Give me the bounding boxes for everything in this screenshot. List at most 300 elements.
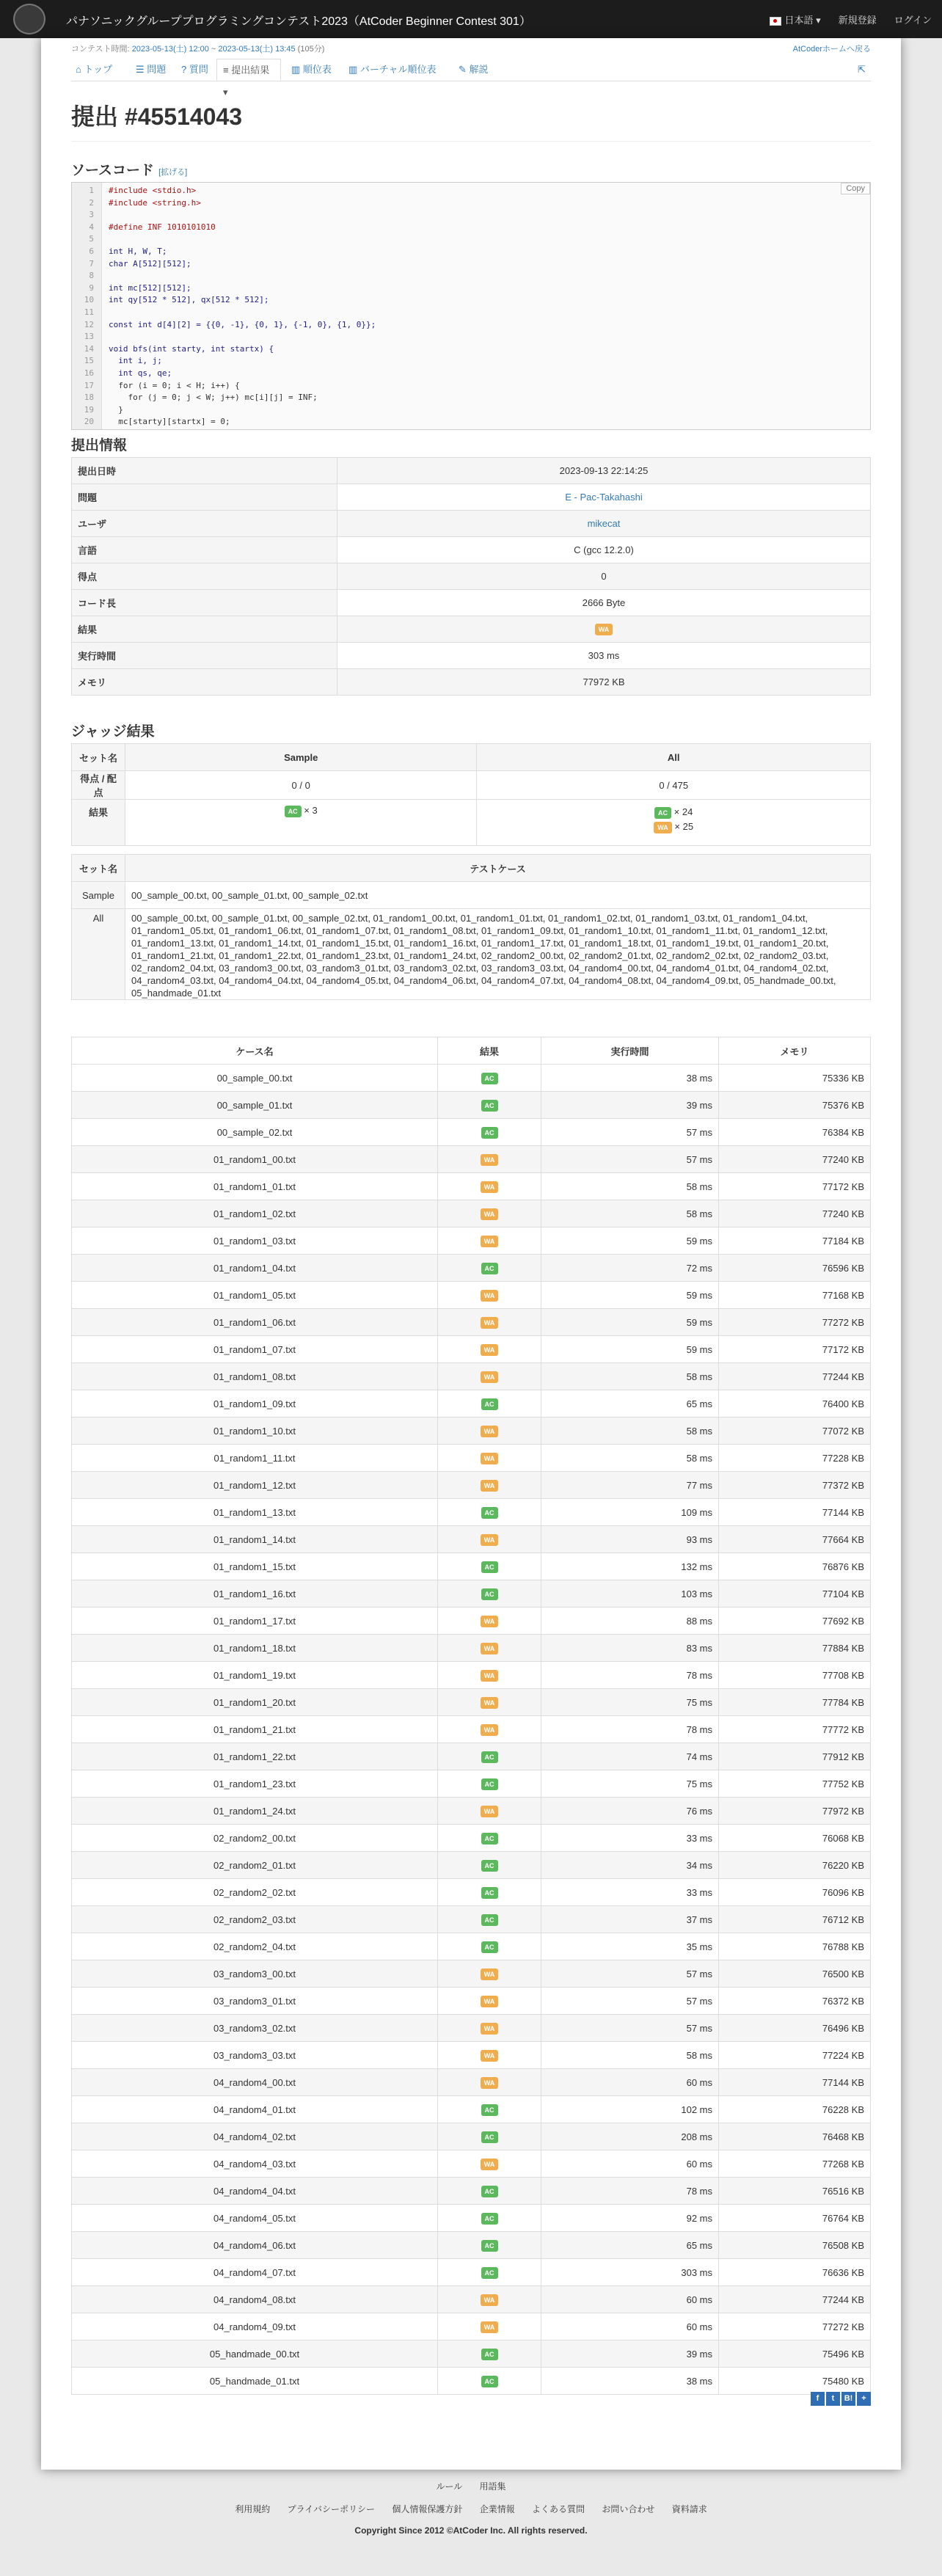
line-number: 16 bbox=[84, 368, 94, 378]
wa-badge: WA bbox=[481, 2077, 499, 2089]
table-row bbox=[72, 1092, 871, 1119]
wa-badge: WA bbox=[481, 1426, 499, 1437]
case-memory: 77884 KB bbox=[719, 1635, 871, 1662]
ac-badge: AC bbox=[481, 1833, 498, 1845]
case-time: 38 ms bbox=[541, 1065, 719, 1092]
addthis-share-icon[interactable]: + bbox=[857, 2392, 871, 2406]
case-name: 04_random4_09.txt bbox=[72, 2313, 438, 2340]
table-row bbox=[72, 2069, 871, 2096]
case-time: 58 ms bbox=[541, 1200, 719, 1227]
ac-badge: AC bbox=[481, 1751, 498, 1763]
case-result bbox=[438, 1309, 541, 1336]
line-number: 9 bbox=[89, 282, 94, 293]
tab-submissions[interactable]: ≡ 提出結果 ▾ bbox=[216, 59, 281, 81]
case-name: 04_random4_06.txt bbox=[72, 2232, 438, 2259]
case-name: 01_random1_08.txt bbox=[72, 1363, 438, 1390]
case-result bbox=[438, 2150, 541, 2178]
duration-length: (105分) bbox=[297, 45, 325, 54]
result-label: 結果 bbox=[72, 800, 125, 846]
case-memory: 77144 KB bbox=[719, 2069, 871, 2096]
results-header-result[interactable]: 結果 bbox=[438, 1037, 541, 1065]
case-memory: 76636 KB bbox=[719, 2259, 871, 2286]
case-result bbox=[438, 1092, 541, 1119]
case-name: 01_random1_05.txt bbox=[72, 1282, 438, 1309]
case-memory: 76400 KB bbox=[719, 1390, 871, 1417]
twitter-share-icon[interactable]: t bbox=[826, 2392, 840, 2406]
info-value-text: C (gcc 12.2.0) bbox=[574, 544, 634, 555]
case-memory: 77228 KB bbox=[719, 1445, 871, 1472]
case-result bbox=[438, 1417, 541, 1445]
info-value-text: 2666 Byte bbox=[582, 597, 626, 608]
footer-link-terms[interactable]: 利用規約 bbox=[235, 2504, 271, 2514]
case-memory: 75496 KB bbox=[719, 2340, 871, 2368]
code-text: const int d[4][2] = {{0, -1}, {0, 1}, {-1, 0}, {1, 0}}; bbox=[109, 319, 376, 329]
table-row bbox=[72, 1553, 871, 1580]
case-result bbox=[438, 1852, 541, 1879]
table-row bbox=[72, 1200, 871, 1227]
case-result bbox=[438, 1580, 541, 1608]
duration-separator: ~ bbox=[208, 45, 219, 54]
case-memory: 76228 KB bbox=[719, 2096, 871, 2123]
case-result bbox=[438, 1960, 541, 1988]
line-number: 5 bbox=[89, 234, 94, 244]
title-divider bbox=[71, 141, 871, 142]
case-name: 01_random1_21.txt bbox=[72, 1716, 438, 1743]
case-result bbox=[438, 1662, 541, 1689]
case-result bbox=[438, 1635, 541, 1662]
ac-badge: AC bbox=[654, 807, 671, 819]
expand-source-link[interactable]: [拡げる] bbox=[158, 168, 188, 177]
judge-header-all: All bbox=[477, 744, 871, 771]
code-line bbox=[72, 379, 870, 392]
case-result bbox=[438, 1770, 541, 1798]
table-row bbox=[72, 1580, 871, 1608]
tab-standings[interactable]: ▥ 順位表 bbox=[291, 64, 332, 75]
table-row bbox=[72, 2313, 871, 2340]
case-memory: 76876 KB bbox=[719, 1553, 871, 1580]
case-results-table bbox=[71, 1037, 871, 2395]
case-result bbox=[438, 1906, 541, 1933]
case-time: 65 ms bbox=[541, 1390, 719, 1417]
case-time: 93 ms bbox=[541, 1526, 719, 1553]
case-name: 03_random3_03.txt bbox=[72, 2042, 438, 2069]
case-time: 37 ms bbox=[541, 1906, 719, 1933]
code-text: int i, j; bbox=[109, 356, 162, 366]
case-memory: 76500 KB bbox=[719, 1960, 871, 1988]
case-time: 59 ms bbox=[541, 1227, 719, 1255]
submission-info-table bbox=[71, 457, 871, 696]
table-row bbox=[72, 1662, 871, 1689]
case-result bbox=[438, 2205, 541, 2232]
case-memory: 76508 KB bbox=[719, 2232, 871, 2259]
case-memory: 77708 KB bbox=[719, 1662, 871, 1689]
case-result bbox=[438, 1716, 541, 1743]
sample-result-summary bbox=[125, 800, 477, 846]
cases-header-set: セット名 bbox=[72, 855, 125, 882]
info-row bbox=[72, 616, 871, 643]
ac-badge: AC bbox=[481, 2213, 498, 2225]
case-time: 103 ms bbox=[541, 1580, 719, 1608]
info-key: 実行時間 bbox=[72, 643, 337, 669]
line-number: 15 bbox=[84, 356, 94, 366]
info-value bbox=[337, 458, 871, 484]
hatena-bookmark-icon[interactable]: B! bbox=[841, 2392, 855, 2406]
case-time: 75 ms bbox=[541, 1770, 719, 1798]
case-result bbox=[438, 1255, 541, 1282]
wa-badge: WA bbox=[481, 1154, 499, 1166]
line-number: 13 bbox=[84, 332, 94, 342]
table-row bbox=[72, 1227, 871, 1255]
cases-header-list: テストケース bbox=[125, 855, 871, 882]
case-result bbox=[438, 1553, 541, 1580]
tab-tasks[interactable]: ☰ 問題 bbox=[136, 64, 167, 75]
info-row bbox=[72, 590, 871, 616]
wa-badge: WA bbox=[481, 1344, 499, 1356]
code-text: int qs, qe; bbox=[109, 368, 172, 378]
language-label: 日本語 bbox=[784, 15, 814, 26]
case-result bbox=[438, 1526, 541, 1553]
table-row bbox=[72, 1445, 871, 1472]
signup-link[interactable]: 新規登録 bbox=[838, 15, 877, 26]
case-time: 35 ms bbox=[541, 1933, 719, 1960]
case-result bbox=[438, 1282, 541, 1309]
table-row bbox=[72, 1472, 871, 1499]
case-memory: 77912 KB bbox=[719, 1743, 871, 1770]
ac-badge: AC bbox=[481, 1860, 498, 1872]
case-name: 01_random1_06.txt bbox=[72, 1309, 438, 1336]
case-result bbox=[438, 1119, 541, 1146]
info-key: メモリ bbox=[72, 669, 337, 696]
case-name: 01_random1_19.txt bbox=[72, 1662, 438, 1689]
judge-result-heading: ジャッジ結果 bbox=[71, 724, 155, 740]
case-memory: 77692 KB bbox=[719, 1608, 871, 1635]
case-time: 78 ms bbox=[541, 1716, 719, 1743]
code-text: #include <stdio.h> bbox=[109, 186, 197, 195]
results-header-case[interactable]: ケース名 bbox=[72, 1037, 438, 1065]
language-dropdown[interactable]: 日本語 ▾ bbox=[770, 12, 820, 26]
wa-badge: WA bbox=[481, 1453, 499, 1464]
user-link[interactable]: mikecat bbox=[587, 518, 621, 529]
duration-start-link[interactable]: 2023-05-13(土) 12:00 bbox=[131, 45, 209, 54]
case-result bbox=[438, 2340, 541, 2368]
info-value bbox=[337, 643, 871, 669]
login-link[interactable]: ログイン bbox=[894, 15, 932, 26]
judge-header-sample: Sample bbox=[125, 744, 477, 771]
ac-badge: AC bbox=[481, 2376, 498, 2387]
code-text: #include <string.h> bbox=[109, 197, 201, 208]
code-line bbox=[72, 245, 870, 258]
copyright: Copyright Since 2012 ©AtCoder Inc. All rights reserved. bbox=[354, 2525, 588, 2536]
case-result bbox=[438, 1608, 541, 1635]
tab-clarifications-label: 質問 bbox=[189, 64, 208, 75]
wa-badge: WA bbox=[481, 1616, 499, 1627]
duration-end-link[interactable]: 2023-05-13(土) 13:45 bbox=[218, 45, 296, 54]
wa-badge: WA bbox=[481, 1969, 499, 1980]
code-text: int mc[512][512]; bbox=[109, 282, 191, 293]
case-time: 78 ms bbox=[541, 2178, 719, 2205]
ac-badge: AC bbox=[481, 1914, 498, 1926]
wa-badge: WA bbox=[481, 2050, 499, 2062]
case-time: 83 ms bbox=[541, 1635, 719, 1662]
line-number: 14 bbox=[84, 343, 94, 354]
case-result bbox=[438, 1146, 541, 1173]
code-line bbox=[72, 269, 870, 282]
table-row bbox=[72, 1852, 871, 1879]
case-name: 05_handmade_01.txt bbox=[72, 2368, 438, 2395]
case-name: 04_random4_04.txt bbox=[72, 2178, 438, 2205]
footer-link-personal-info[interactable]: 個人情報保護方針 bbox=[392, 2504, 463, 2514]
tab-virtual-standings[interactable]: ▥ バーチャル順位表 bbox=[348, 64, 437, 75]
case-time: 65 ms bbox=[541, 2232, 719, 2259]
info-key: 提出日時 bbox=[72, 458, 337, 484]
footer-row-1 bbox=[0, 2480, 942, 2492]
case-time: 58 ms bbox=[541, 1173, 719, 1200]
case-result bbox=[438, 1689, 541, 1716]
case-memory: 76068 KB bbox=[719, 1825, 871, 1852]
table-row bbox=[72, 2259, 871, 2286]
case-memory: 76764 KB bbox=[719, 2205, 871, 2232]
table-row bbox=[72, 2015, 871, 2042]
footer-link-contact[interactable]: お問い合わせ bbox=[602, 2504, 655, 2514]
case-time: 132 ms bbox=[541, 1553, 719, 1580]
info-value-text: 303 ms bbox=[588, 650, 620, 661]
case-name: 01_random1_00.txt bbox=[72, 1146, 438, 1173]
case-result bbox=[438, 1743, 541, 1770]
case-name: 01_random1_01.txt bbox=[72, 1173, 438, 1200]
case-result bbox=[438, 1390, 541, 1417]
case-result bbox=[438, 1988, 541, 2015]
case-time: 102 ms bbox=[541, 2096, 719, 2123]
tab-standings-label: 順位表 bbox=[302, 64, 332, 75]
case-result bbox=[438, 1065, 541, 1092]
table-row bbox=[72, 2123, 871, 2150]
ac-badge: AC bbox=[285, 806, 302, 817]
case-result bbox=[438, 2069, 541, 2096]
case-time: 208 ms bbox=[541, 2123, 719, 2150]
footer-link-faq[interactable]: よくある質問 bbox=[532, 2504, 585, 2514]
source-code-block[interactable] bbox=[71, 182, 871, 430]
fullscreen-icon[interactable]: ⇱ bbox=[858, 64, 866, 75]
case-time: 39 ms bbox=[541, 1092, 719, 1119]
wa-badge: WA bbox=[481, 1317, 499, 1329]
case-memory: 77784 KB bbox=[719, 1689, 871, 1716]
case-name: 04_random4_00.txt bbox=[72, 2069, 438, 2096]
case-memory: 77664 KB bbox=[719, 1526, 871, 1553]
case-memory: 77244 KB bbox=[719, 1363, 871, 1390]
table-row bbox=[72, 1173, 871, 1200]
case-name: 01_random1_15.txt bbox=[72, 1553, 438, 1580]
info-value bbox=[337, 669, 871, 696]
info-value bbox=[337, 484, 871, 511]
wa-badge: WA bbox=[481, 1480, 499, 1492]
case-memory: 77268 KB bbox=[719, 2150, 871, 2178]
info-value-text: 2023-09-13 22:14:25 bbox=[559, 465, 649, 476]
case-result bbox=[438, 2368, 541, 2395]
code-text: char A[512][512]; bbox=[109, 258, 191, 269]
atcoder-home-link[interactable]: AtCoderホームへ戻る bbox=[792, 45, 871, 54]
ac-badge: AC bbox=[481, 1588, 498, 1600]
case-name: 01_random1_17.txt bbox=[72, 1608, 438, 1635]
case-name: 01_random1_16.txt bbox=[72, 1580, 438, 1608]
case-name: 04_random4_05.txt bbox=[72, 2205, 438, 2232]
case-time: 57 ms bbox=[541, 1988, 719, 2015]
case-name: 01_random1_03.txt bbox=[72, 1227, 438, 1255]
case-memory: 76468 KB bbox=[719, 2123, 871, 2150]
wa-badge: WA bbox=[481, 2294, 499, 2306]
table-row bbox=[72, 1390, 871, 1417]
table-row bbox=[72, 2286, 871, 2313]
footer-link-rules[interactable]: ルール bbox=[436, 2481, 463, 2492]
table-row bbox=[72, 1255, 871, 1282]
info-key: ユーザ bbox=[72, 511, 337, 537]
table-row bbox=[72, 1282, 871, 1309]
case-time: 58 ms bbox=[541, 1417, 719, 1445]
line-number: 10 bbox=[84, 295, 94, 305]
atcoder-logo[interactable] bbox=[13, 4, 45, 34]
line-number: 2 bbox=[89, 197, 94, 208]
case-time: 57 ms bbox=[541, 2015, 719, 2042]
results-header-time[interactable]: 実行時間 bbox=[541, 1037, 719, 1065]
case-name: 01_random1_12.txt bbox=[72, 1472, 438, 1499]
table-row bbox=[72, 1363, 871, 1390]
wa-badge: WA bbox=[481, 2023, 499, 2035]
case-memory: 77172 KB bbox=[719, 1173, 871, 1200]
case-result bbox=[438, 2096, 541, 2123]
code-line bbox=[72, 343, 870, 355]
table-row bbox=[72, 1336, 871, 1363]
contest-duration bbox=[71, 43, 324, 54]
table-row bbox=[72, 2368, 871, 2395]
case-time: 59 ms bbox=[541, 1309, 719, 1336]
results-header-memory[interactable]: メモリ bbox=[719, 1037, 871, 1065]
case-result bbox=[438, 2042, 541, 2069]
info-key: 言語 bbox=[72, 537, 337, 563]
ac-badge: AC bbox=[481, 1100, 498, 1112]
case-name: 01_random1_07.txt bbox=[72, 1336, 438, 1363]
wa-badge: WA bbox=[481, 1697, 499, 1709]
line-number: 8 bbox=[89, 271, 94, 281]
case-memory: 77224 KB bbox=[719, 2042, 871, 2069]
result-badge: WA bbox=[595, 624, 613, 635]
code-line bbox=[72, 330, 870, 343]
case-name: 05_handmade_00.txt bbox=[72, 2340, 438, 2368]
info-row bbox=[72, 458, 871, 484]
case-name: 03_random3_02.txt bbox=[72, 2015, 438, 2042]
wa-badge: WA bbox=[481, 1724, 499, 1736]
case-memory: 76788 KB bbox=[719, 1933, 871, 1960]
tab-submissions-label: 提出結果 bbox=[231, 65, 270, 76]
case-memory: 76596 KB bbox=[719, 1255, 871, 1282]
case-name: 04_random4_03.txt bbox=[72, 2150, 438, 2178]
footer-link-privacy[interactable]: プライバシーポリシー bbox=[287, 2504, 375, 2514]
sample-set-name: Sample bbox=[72, 882, 125, 909]
case-time: 39 ms bbox=[541, 2340, 719, 2368]
case-result bbox=[438, 1227, 541, 1255]
facebook-share-icon[interactable]: f bbox=[811, 2392, 825, 2406]
top-navbar bbox=[0, 0, 942, 38]
case-name: 01_random1_23.txt bbox=[72, 1770, 438, 1798]
case-name: 01_random1_22.txt bbox=[72, 1743, 438, 1770]
sample-ac-count: × 3 bbox=[304, 805, 318, 816]
info-row bbox=[72, 511, 871, 537]
code-line bbox=[72, 197, 870, 209]
case-name: 02_random2_02.txt bbox=[72, 1879, 438, 1906]
code-text: } bbox=[109, 404, 123, 415]
case-time: 57 ms bbox=[541, 1119, 719, 1146]
case-memory: 76496 KB bbox=[719, 2015, 871, 2042]
tab-editorial[interactable]: ✎ 解説 bbox=[459, 64, 489, 75]
problem-link[interactable]: E - Pac-Takahashi bbox=[565, 492, 643, 503]
code-line bbox=[72, 282, 870, 294]
code-line bbox=[72, 258, 870, 270]
case-time: 60 ms bbox=[541, 2069, 719, 2096]
code-line bbox=[72, 306, 870, 318]
wa-badge: WA bbox=[481, 1371, 499, 1383]
case-name: 01_random1_04.txt bbox=[72, 1255, 438, 1282]
source-heading-text: ソースコード bbox=[71, 163, 155, 178]
ac-badge: AC bbox=[481, 1073, 498, 1084]
footer-link-materials[interactable]: 資料請求 bbox=[671, 2504, 707, 2514]
ac-badge: AC bbox=[481, 2240, 498, 2252]
line-number: 3 bbox=[89, 210, 94, 220]
ac-badge: AC bbox=[481, 2131, 498, 2143]
code-line bbox=[72, 391, 870, 404]
case-result bbox=[438, 1499, 541, 1526]
score-all: 0 / 475 bbox=[477, 771, 871, 800]
footer-link-company[interactable]: 企業情報 bbox=[479, 2504, 515, 2514]
case-memory: 77272 KB bbox=[719, 2313, 871, 2340]
info-key: 得点 bbox=[72, 563, 337, 590]
info-row bbox=[72, 537, 871, 563]
line-number: 11 bbox=[84, 307, 94, 317]
ac-badge: AC bbox=[481, 1887, 498, 1899]
case-time: 60 ms bbox=[541, 2313, 719, 2340]
case-result bbox=[438, 1472, 541, 1499]
case-time: 57 ms bbox=[541, 1146, 719, 1173]
tab-clarifications[interactable]: ? 質問 bbox=[181, 64, 208, 75]
table-row bbox=[72, 1906, 871, 1933]
all-ac-count: × 24 bbox=[673, 806, 693, 817]
case-time: 303 ms bbox=[541, 2259, 719, 2286]
tab-virtual-standings-label: バーチャル順位表 bbox=[359, 64, 437, 75]
wa-badge: WA bbox=[481, 1181, 499, 1193]
case-name: 00_sample_02.txt bbox=[72, 1119, 438, 1146]
case-time: 33 ms bbox=[541, 1879, 719, 1906]
case-name: 02_random2_00.txt bbox=[72, 1825, 438, 1852]
case-result bbox=[438, 1200, 541, 1227]
table-row bbox=[72, 2096, 871, 2123]
all-wa-count: × 25 bbox=[674, 821, 694, 832]
wa-badge: WA bbox=[481, 1208, 499, 1220]
page-title: 提出 #45514043 bbox=[71, 103, 243, 130]
case-memory: 77752 KB bbox=[719, 1770, 871, 1798]
line-number: 7 bbox=[89, 258, 94, 269]
case-name: 01_random1_10.txt bbox=[72, 1417, 438, 1445]
case-result bbox=[438, 1363, 541, 1390]
case-name: 02_random2_03.txt bbox=[72, 1906, 438, 1933]
case-time: 58 ms bbox=[541, 1445, 719, 1472]
info-key: 問題 bbox=[72, 484, 337, 511]
info-key: 結果 bbox=[72, 616, 337, 643]
sample-case-list: 00_sample_00.txt, 00_sample_01.txt, 00_sample_02.txt bbox=[125, 882, 871, 909]
copy-button[interactable]: Copy bbox=[841, 183, 870, 194]
footer-link-glossary[interactable]: 用語集 bbox=[479, 2481, 506, 2492]
tab-top[interactable]: ⌂ トップ bbox=[76, 64, 113, 75]
contest-title[interactable]: パナソニックグループプログラミングコンテスト2023（AtCoder Beginner Contest 301） bbox=[66, 15, 531, 28]
contest-nav-tabs bbox=[71, 59, 871, 98]
case-memory: 76384 KB bbox=[719, 1119, 871, 1146]
case-result bbox=[438, 1173, 541, 1200]
